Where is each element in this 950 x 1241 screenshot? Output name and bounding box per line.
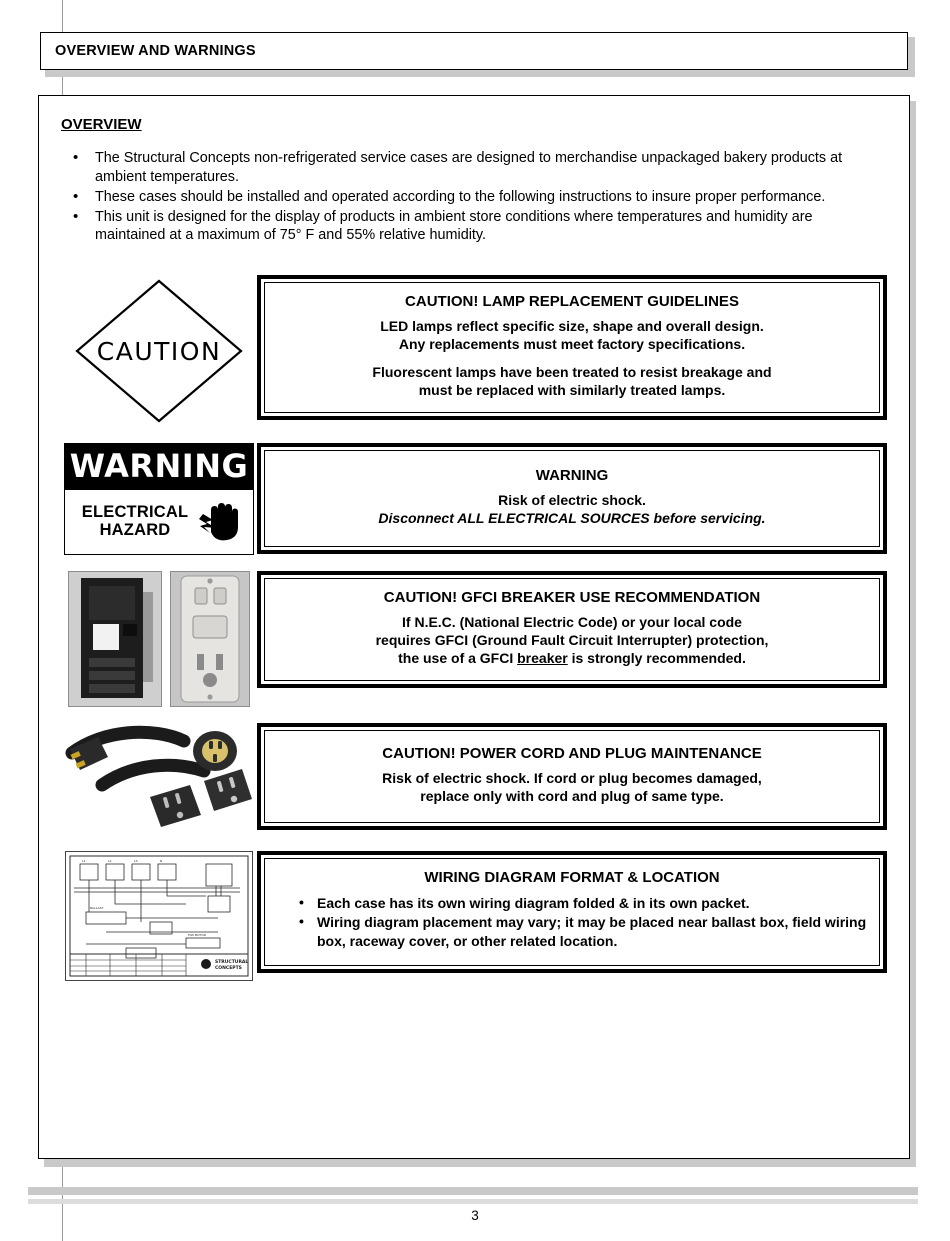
list-item: • These cases should be installed and operated according to the following instructions to insure proper performance. xyxy=(95,188,887,207)
row-gfci-breaker xyxy=(61,571,887,707)
overview-heading: OVERVIEW xyxy=(61,116,142,133)
footer-rule-top xyxy=(28,1187,918,1195)
message-line-suffix: is strongly recommended. xyxy=(567,650,746,667)
circuit-breaker-photo xyxy=(68,571,162,707)
electric-shock-hand-icon xyxy=(197,496,247,546)
message-title: WARNING xyxy=(535,467,609,485)
row-power-cord xyxy=(61,723,887,835)
svg-text:N: N xyxy=(160,859,163,864)
message-line: Risk of electric shock. If cord or plug becomes damaged, xyxy=(382,770,762,787)
list-item: • The Structural Concepts non-refrigerated service cases are designed to merchandise unpackaged bakery products at ambient temperatures. xyxy=(95,149,887,187)
overview-bullet-list xyxy=(61,149,887,245)
message-line-emphasis: breaker xyxy=(517,650,568,667)
header-box xyxy=(40,32,908,70)
message-title: CAUTION! LAMP REPLACEMENT GUIDELINES xyxy=(405,293,739,311)
message-electrical-hazard xyxy=(257,443,887,554)
gfci-outlet-photo xyxy=(170,571,250,707)
caution-diamond-icon xyxy=(61,275,257,427)
svg-text:FAN MOTOR: FAN MOTOR xyxy=(188,933,206,938)
message-line-prefix: the use of a GFCI xyxy=(398,650,518,667)
svg-text:BALLAST: BALLAST xyxy=(90,906,104,911)
warning-sign-line-2: HAZARD xyxy=(99,521,171,540)
list-item: • Wiring diagram placement may vary; it may be placed near ballast box, field wiring box, raceway cover, or other related location. xyxy=(317,913,867,949)
spacer xyxy=(277,354,867,364)
message-title: CAUTION! POWER CORD AND PLUG MAINTENANCE xyxy=(382,745,762,763)
list-item: • This unit is designed for the display of products in ambient store conditions where temperatures and humidity are maintained at a maximum of 75° F and 55% relative humidity. xyxy=(95,208,887,246)
message-line: replace only with cord and plug of same type. xyxy=(420,788,724,805)
message-line: Risk of electric shock. xyxy=(498,492,646,509)
content-frame xyxy=(38,95,914,1163)
row-lamp-replacement xyxy=(61,275,887,427)
warning-electrical-sign xyxy=(61,443,257,555)
svg-text:CAUTION: CAUTION xyxy=(96,337,222,367)
message-line: must be replaced with similarly treated lamps. xyxy=(418,382,726,399)
message-lamp-replacement xyxy=(257,275,887,420)
message-line: If N.E.C. (National Electric Code) or your local code xyxy=(402,614,742,631)
warning-rows xyxy=(61,275,887,981)
svg-text:CONCEPTS: CONCEPTS xyxy=(215,966,242,972)
wiring-diagram-bullets xyxy=(277,894,867,950)
wiring-diagram-thumbnail xyxy=(61,851,257,981)
row-wiring-diagram xyxy=(61,851,887,981)
footer-rule-bottom xyxy=(28,1199,918,1204)
page-title: OVERVIEW AND WARNINGS xyxy=(55,43,256,59)
svg-text:L3: L3 xyxy=(134,859,138,864)
svg-text:L2: L2 xyxy=(108,859,112,864)
message-line: Disconnect ALL ELECTRICAL SOURCES before servicing. xyxy=(378,510,766,527)
message-gfci-breaker xyxy=(257,571,887,688)
message-line: Fluorescent lamps have been treated to resist breakage and xyxy=(372,364,772,381)
page-number: 3 xyxy=(471,1208,479,1223)
page-header xyxy=(40,32,910,72)
svg-text:L1: L1 xyxy=(82,859,86,864)
breaker-outlet-photos xyxy=(61,571,257,707)
message-line: LED lamps reflect specific size, shape and overall design. xyxy=(380,318,764,335)
message-title: CAUTION! GFCI BREAKER USE RECOMMENDATION xyxy=(383,589,761,607)
svg-text:STRUCTURAL: STRUCTURAL xyxy=(215,960,249,966)
power-cord-photo xyxy=(61,723,257,835)
message-title: WIRING DIAGRAM FORMAT & LOCATION xyxy=(424,869,720,887)
row-electrical-hazard xyxy=(61,443,887,555)
message-line-with-underline xyxy=(277,650,867,668)
message-wiring-diagram xyxy=(257,851,887,973)
message-line: requires GFCI (Ground Fault Circuit Interrupter) protection, xyxy=(375,632,769,649)
message-line: Any replacements must meet factory specifications. xyxy=(398,336,746,353)
list-item: • Each case has its own wiring diagram folded & in its own packet. xyxy=(317,894,867,912)
message-power-cord xyxy=(257,723,887,830)
warning-sign-line-1: ELECTRICAL xyxy=(81,502,189,521)
content-box xyxy=(38,95,910,1159)
warning-banner-label: WARNING xyxy=(65,444,253,490)
